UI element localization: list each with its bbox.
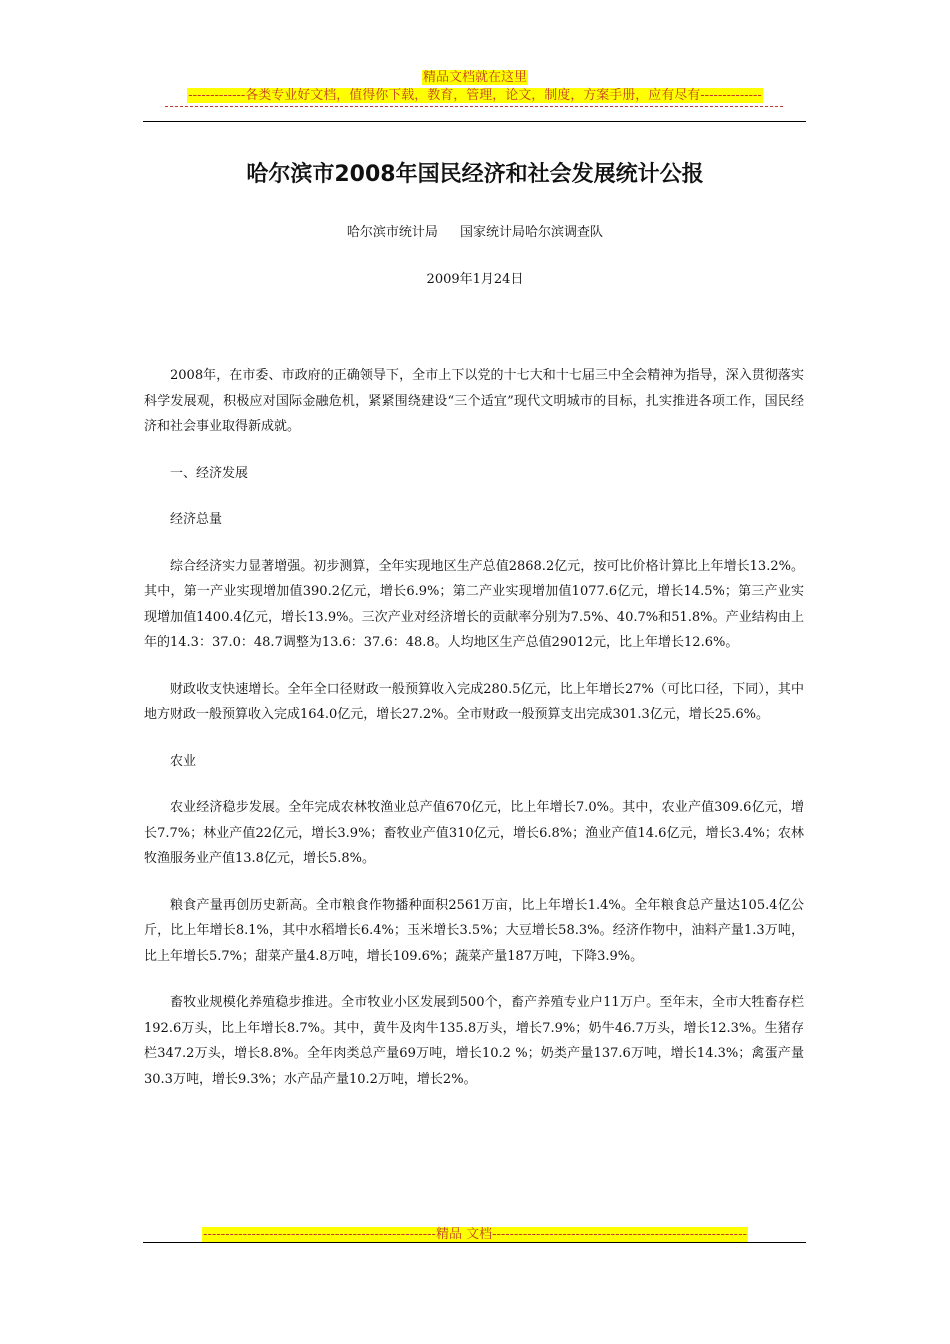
document-title: 哈尔滨市2008年国民经济和社会发展统计公报 — [246, 162, 704, 187]
header-banner-title — [0, 66, 950, 86]
document-date: 2009年1月24日 — [426, 272, 524, 287]
paragraph-intro: 2008年，在市委、市政府的正确领导下，全市上下以党的十七大和十七届三中全会精神为指导，深入贯彻落实科学发展观，积极应对国际金融危机，紧紧围绕建设“三个适宜”现代文明城市的目标，扎实推进各项工作，国民经济和社会事业取得新成就。 — [144, 368, 804, 434]
document-authors: 哈尔滨市统计局 国家统计局哈尔滨调查队 — [346, 225, 604, 240]
header-tagline-text: -------------各类专业好文档，值得你下载，教育，管理，论文，制度，方案手册，应有尽有-------------- — [188, 88, 762, 103]
footer-text: -----------------------------------------------------精品 文档---------------------------------------------------------- — [203, 1227, 747, 1242]
header-dashed-divider — [165, 106, 783, 107]
footer-rule — [143, 1242, 806, 1243]
paragraph: 畜牧业规模化养殖稳步推进。全市牧业小区发展到500个，畜产养殖专业户11万户。至年末，全市大牲畜存栏192.6万头，比上年增长8.7%。其中，黄牛及肉牛135.8万头，增长7.9%；奶牛46.7万头，增长12.3%。生猪存栏347.2万头，增长8.8%。全年肉类总产量69万吨，增长10.2 %；奶类产量137.6万吨，增长14.3%；禽蛋产量30.3万吨，增长9.3%；水产品产量10.2万吨，增长2%。 — [144, 995, 804, 1087]
paragraph: 综合经济实力显著增强。初步测算，全年实现地区生产总值2868.2亿元，按可比价格计算比上年增长13.2%。其中，第一产业实现增加值390.2亿元，增长6.9%；第二产业实现增加值1077.6亿元，增长14.5%；第三产业实现增加值1400.4亿元，增长13.9%。三次产业对经济增长的贡献率分别为7.5%、40.7%和51.8%。产业结构由上年的14.3：37.0：48.7调整为13.6：37.6：48.8。人均地区生产总值29012元，比上年增长12.6%。 — [144, 558, 804, 650]
paragraph: 财政收支快速增长。全年全口径财政一般预算收入完成280.5亿元，比上年增长27%（可比口径，下同），其中地方财政一般预算收入完成164.0亿元，增长27.2%。全市财政一般预算支出完成301.3亿元，增长25.6%。 — [144, 681, 804, 722]
header-rule — [143, 121, 806, 122]
header-banner-tagline — [0, 84, 950, 104]
footer-banner — [0, 1223, 950, 1243]
header-title-text: 精品文档就在这里 — [422, 70, 527, 85]
paragraph: 农业经济稳步发展。全年完成农林牧渔业总产值670亿元，比上年增长7.0%。其中，农业产值309.6亿元，增长7.7%；林业产值22亿元，增长3.9%；畜牧业产值310亿元，增长6.8%；渔业产值14.6亿元，增长3.4%；农林牧渔服务业产值13.8亿元，增长5.8%。 — [144, 800, 804, 866]
section-heading: 一、经济发展 — [170, 465, 249, 481]
paragraph: 粮食产量再创历史新高。全市粮食作物播种面积2561万亩，比上年增长1.4%。全年粮食总产量达105.4亿公斤，比上年增长8.1%，其中水稻增长6.4%；玉米增长3.5%；大豆增长58.3%。经济作物中，油料产量1.3万吨，比上年增长5.7%；甜菜产量4.8万吨，增长109.6%；蔬菜产量187万吨，下降3.9%。 — [144, 897, 804, 964]
document-body — [144, 363, 804, 1113]
subsection-heading: 经济总量 — [170, 512, 223, 527]
subsection-heading: 农业 — [170, 753, 197, 769]
